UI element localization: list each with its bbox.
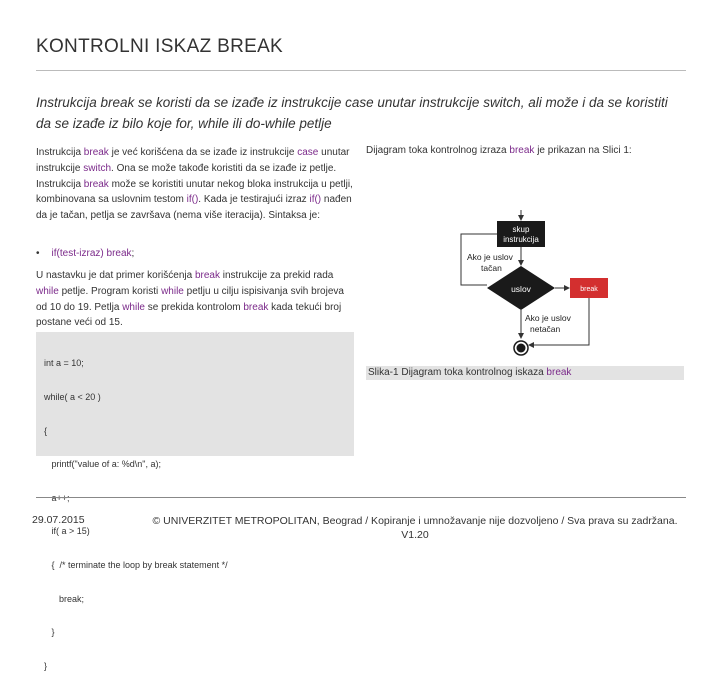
code-line: if( a > 15) — [44, 526, 90, 537]
body-text: petlju u cilju ispisivanja svih brojeva od 10 do 19. Petlja — [36, 285, 344, 313]
body-text: Instrukcija — [36, 147, 84, 158]
copyright-line: © UNIVERZITET METROPOLITAN, Beograd / Kopiranje i umnožavanje nije dozvoljeno / Sva prava su zadržana. — [152, 515, 678, 527]
keyword-text: break — [83, 178, 109, 190]
keyword-text: ) — [100, 248, 107, 259]
code-line — [44, 493, 354, 504]
keyword-text: break — [106, 248, 132, 259]
flowchart-diagram — [455, 210, 615, 365]
diagram-intro — [366, 145, 696, 156]
keyword-text: while — [122, 301, 145, 313]
body-text: U nastavku je dat primer korišćenja — [36, 270, 195, 281]
body-text: . Kada je testirajući izraz — [198, 194, 310, 206]
slide-subtitle: Instrukcija break se koristi da se izađe iz instrukcije case unutar instrukcije switch, ali može i da se koristiti da se izađe iz bilo koje for, while ili do-while petlje — [36, 95, 668, 131]
intro-paragraph — [36, 145, 354, 224]
keyword-text: if( — [51, 248, 60, 259]
keyword-text: while — [36, 285, 59, 297]
body-text: kada tekući broj postane veći od 15. — [36, 301, 342, 329]
syntax-bullet — [36, 248, 134, 259]
body-text: je već korišćena da se izađe iz instrukcije — [108, 147, 298, 158]
figure-caption — [366, 366, 684, 380]
bullet-icon: • — [36, 248, 40, 259]
condition-label: uslov — [511, 284, 531, 294]
keyword-text: case — [297, 147, 319, 158]
keyword-text: switch — [83, 162, 112, 174]
body-text: Dijagram toka kontrolnog izraza — [366, 145, 510, 156]
slide-title: KONTROLNI ISKAZ BREAK — [36, 36, 284, 57]
syntax-text — [52, 248, 135, 259]
keyword-text: if() — [186, 194, 199, 206]
keyword-text: if() — [309, 194, 322, 206]
end-node-inner — [517, 344, 526, 353]
body-text: nađen da je tačan, petlja se završava (nema više iteracija). Sintaksa je: — [36, 194, 352, 222]
body-text: može se koristiti unutar nekog bloka instrukcija u petlji, kombinovana sa uslovnim testom — [36, 178, 353, 206]
code-line: break; — [44, 593, 85, 604]
keyword-text: break — [83, 147, 109, 158]
body-text: . Ona se može takođe koristiti da se izađe iz petlje. Instrukcija — [36, 162, 337, 190]
keyword-text: break — [194, 270, 220, 281]
version-line: V1.20 — [401, 529, 429, 541]
keyword-text: break — [243, 301, 269, 313]
code-line: } — [44, 660, 48, 671]
body-text: Slika-1 Dijagram toka kontrolnog iskaza — [368, 367, 547, 378]
code-line: int a = 10; — [44, 358, 84, 369]
title-divider — [36, 70, 686, 71]
code-line: { — [44, 425, 48, 436]
block-label-1: skup — [512, 225, 530, 234]
keyword-text: break — [509, 145, 535, 156]
code-line: { /* terminate the loop by break statement */ — [44, 559, 228, 570]
break-label: break — [580, 286, 598, 293]
code-line: } — [44, 627, 55, 638]
body-text: se prekida kontrolom — [144, 301, 244, 313]
body-text: petlje. Program koristi — [58, 285, 162, 297]
body-text: ; — [131, 248, 135, 259]
false-label-1: Ako je uslov — [525, 313, 571, 323]
block-label-2: instrukcija — [503, 235, 539, 244]
true-label-2: tačan — [481, 263, 502, 273]
example-paragraph — [36, 268, 354, 331]
body-text: unutar instrukcije — [36, 147, 350, 174]
body-text: instrukcije za prekid rada — [219, 270, 334, 281]
footer-copyright — [135, 514, 695, 542]
false-label-2: netačan — [530, 324, 561, 334]
body-text: je prikazan na Slici 1: — [534, 145, 632, 156]
code-line: printf("value of a: %d\n", a); — [44, 459, 161, 470]
code-line: while( a < 20 ) — [44, 392, 101, 402]
true-label-1: Ako je uslov — [467, 252, 513, 262]
keyword-text: break — [546, 367, 572, 378]
footer-date: 29.07.2015 — [32, 514, 85, 526]
keyword-text: while — [161, 285, 184, 297]
keyword-text: test-izraz — [59, 248, 101, 259]
footer-divider — [36, 497, 686, 498]
